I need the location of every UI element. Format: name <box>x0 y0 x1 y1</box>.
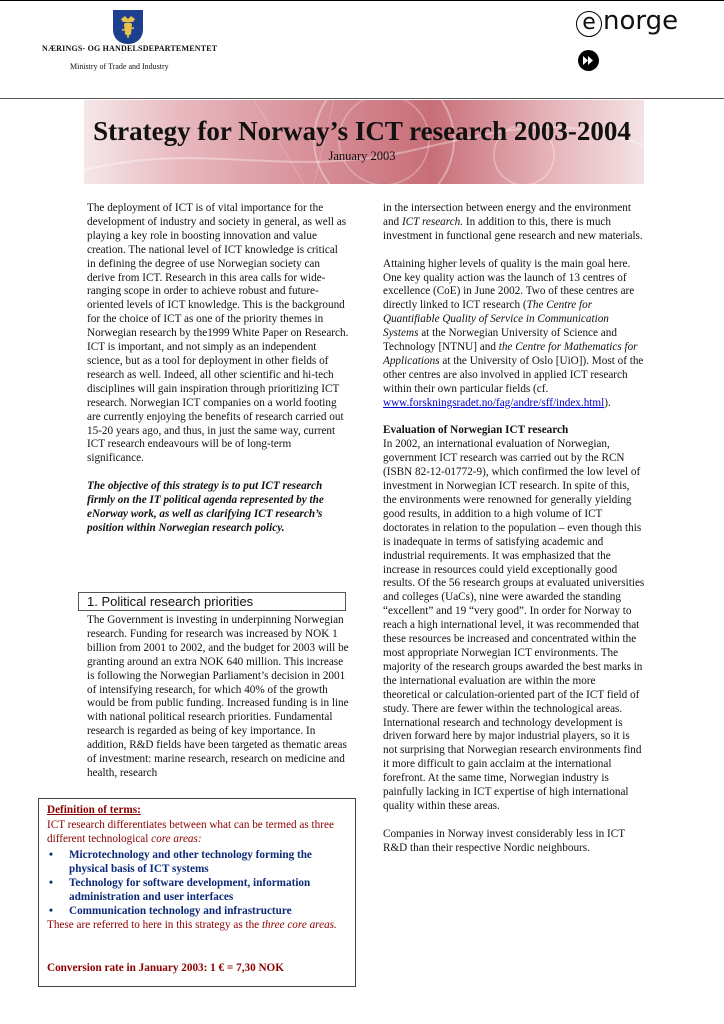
centre-math-emphasis: the Centre for Mathematics for Applications <box>383 341 638 367</box>
objective-paragraph: The objective of this strategy is to put ICT research firmly on the IT political agenda represented by the eNorway work, as well as clarifying ICT research’s position within Norwegian research policy. <box>87 480 324 534</box>
forward-icon[interactable] <box>578 50 599 71</box>
section-1-paragraph: The Government is investing in underpinning Norwegian research. Funding for research was increased by NOK 1 billion from 2001 to 2002, and the budget for 2003 will be granting around an extra NOK 640 million. This increase is following the Norwegian Parliament’s decision in 2001 of intensifying research, for which 40% of the growth would be from public funding. Increased funding is in line with national political research priorities. Fundamental research is regarded as being of key importance. In addition, R&D fields have been targeted as thematic areas of investment: marine research, research on medicine and health, research <box>87 614 349 779</box>
bullet-icon: • <box>49 849 53 861</box>
conversion-rate: Conversion rate in January 2003: 1 € = 7,30 NOK <box>47 962 284 974</box>
enorge-logo[interactable] <box>576 6 678 37</box>
quality-paragraph: Attaining higher levels of quality is the main goal here. One key quality action was the launch of 13 centres of excellence (CoE) in June 2002. Two of these centres are directly linked to ICT research (The Centre for Quantifiable Quality of Service in Communication Systems at the Norwegian University of Science and Technology [NTNU] and the Centre for Mathematics for Applications at the University of Oslo [UiO]). Most of the other centres are also involved in applied ICT research within their own particular fields (cf. www.forskningsradet.no/fag/andre/sff/index.html). <box>383 257 644 409</box>
section-1-text <box>87 614 349 795</box>
ict-research-emphasis: ICT research. <box>401 215 464 228</box>
coat-of-arms-icon <box>113 10 143 44</box>
ministry-name-english: Ministry of Trade and Industry <box>70 62 169 71</box>
companies-paragraph: Companies in Norway invest considerably less in ICT R&D than their respective Nordic neighbours. <box>383 827 625 854</box>
energy-paragraph: in the intersection between energy and the environment and ICT research. In addition to this, there is much investment in functional gene research and new materials. <box>383 202 643 242</box>
definition-intro: ICT research differentiates between what can be termed as three different technological core areas: <box>47 819 334 845</box>
list-item: • Microtechnology and other technology forming the physical basis of ICT systems <box>49 849 312 875</box>
top-border <box>0 0 724 1</box>
bullet-icon: • <box>49 905 53 917</box>
three-core-areas-emphasis: three core areas. <box>261 919 337 931</box>
core-areas-list <box>47 848 347 918</box>
right-column <box>383 202 645 869</box>
forskningsradet-link[interactable]: www.forskningsradet.no/fag/andre/sff/index.html <box>383 396 605 409</box>
core-areas-emphasis: core areas: <box>151 832 202 845</box>
ministry-name-norwegian: NÆRINGS- OG HANDELSDEPARTEMENTET <box>42 44 218 53</box>
document-date: January 2003 <box>328 149 396 163</box>
bullet-icon: • <box>49 877 53 889</box>
evaluation-heading: Evaluation of Norwegian ICT research <box>383 424 569 437</box>
left-column <box>87 202 349 550</box>
list-item: • Communication technology and infrastructure <box>49 905 292 917</box>
definition-outro: These are referred to here in this strategy as the three core areas. <box>47 919 337 931</box>
enorge-logo-text: norge <box>603 6 679 36</box>
centre-qos-emphasis: The Centre for Quantifiable Quality of Service in Communication Systems <box>383 299 609 340</box>
intro-paragraph: The deployment of ICT is of vital importance for the development of industry and society in general, as well as playing a key role in boosting innovation and value creation. The national level of ICT knowledge is critical in defining the degree of use Norwegian society can derive from ICT. Research in this area calls for wide-ranging scope in order to achieve robust and future-oriented levels of ICT knowledge. This is the background for the choice of ICT as one of the priority themes in Norwegian research by the1999 White Paper on Research. ICT is important, and not simply as an independent science, but as a tool for deployment in other fields of research as well. Indeed, all other scientific and hi-tech disciplines will gain inspiration through prioritizing ICT research. Norwegian ICT companies on a world footing are currently enjoying the benefits of research carried out 15-20 years ago, and thus, in just the same way, current ICT research endeavours will be of long-term significance. <box>87 202 349 465</box>
enorge-logo-e: e <box>576 11 602 37</box>
header-divider <box>0 98 724 99</box>
evaluation-paragraph: In 2002, an international evaluation of Norwegian, government ICT research was carried out by the RCN (ISBN 82-12-01772-9), which confirmed the low level of investment in Norwegian ICT research. In spite of this, the environments were renowned for generally yielding good results, in addition to a high volume of ICT doctorates in relation to the population – even though this is inadequate in terms of satisfying academic and industrial requirements. It was emphasized that the increase in resources could yield exceptionally good results. Of the 56 research groups at evaluated universities and colleges (UaCs), nine were awarded the standing “excellent” and 19 “very good”. In order for Norway to reach a high international level, it was recommended that these resources be increased and concentrated within the most appropriate Norwegian ICT environments. The majority of the research groups awarded the best marks in the international evaluation are within the more theoretical or calculation-oriented part of the ICT field of study. There are fewer within the technological areas. International research and technology development is driven forward here by major industrial players, so it is not surprising that Norwegian research environments find it more difficult to gain acclaim at the international forefront. At the same time, Norwegian industry is painfully lacking in ICT expertise of high international quality within these areas. <box>383 438 645 812</box>
section-heading: 1. Political research priorities <box>87 594 254 609</box>
document-title: Strategy for Norway’s ICT research 2003-2004 <box>93 116 631 146</box>
definition-heading: Definition of terms: <box>47 804 141 816</box>
list-item: • Technology for software development, information administration and user interfaces <box>49 877 311 903</box>
